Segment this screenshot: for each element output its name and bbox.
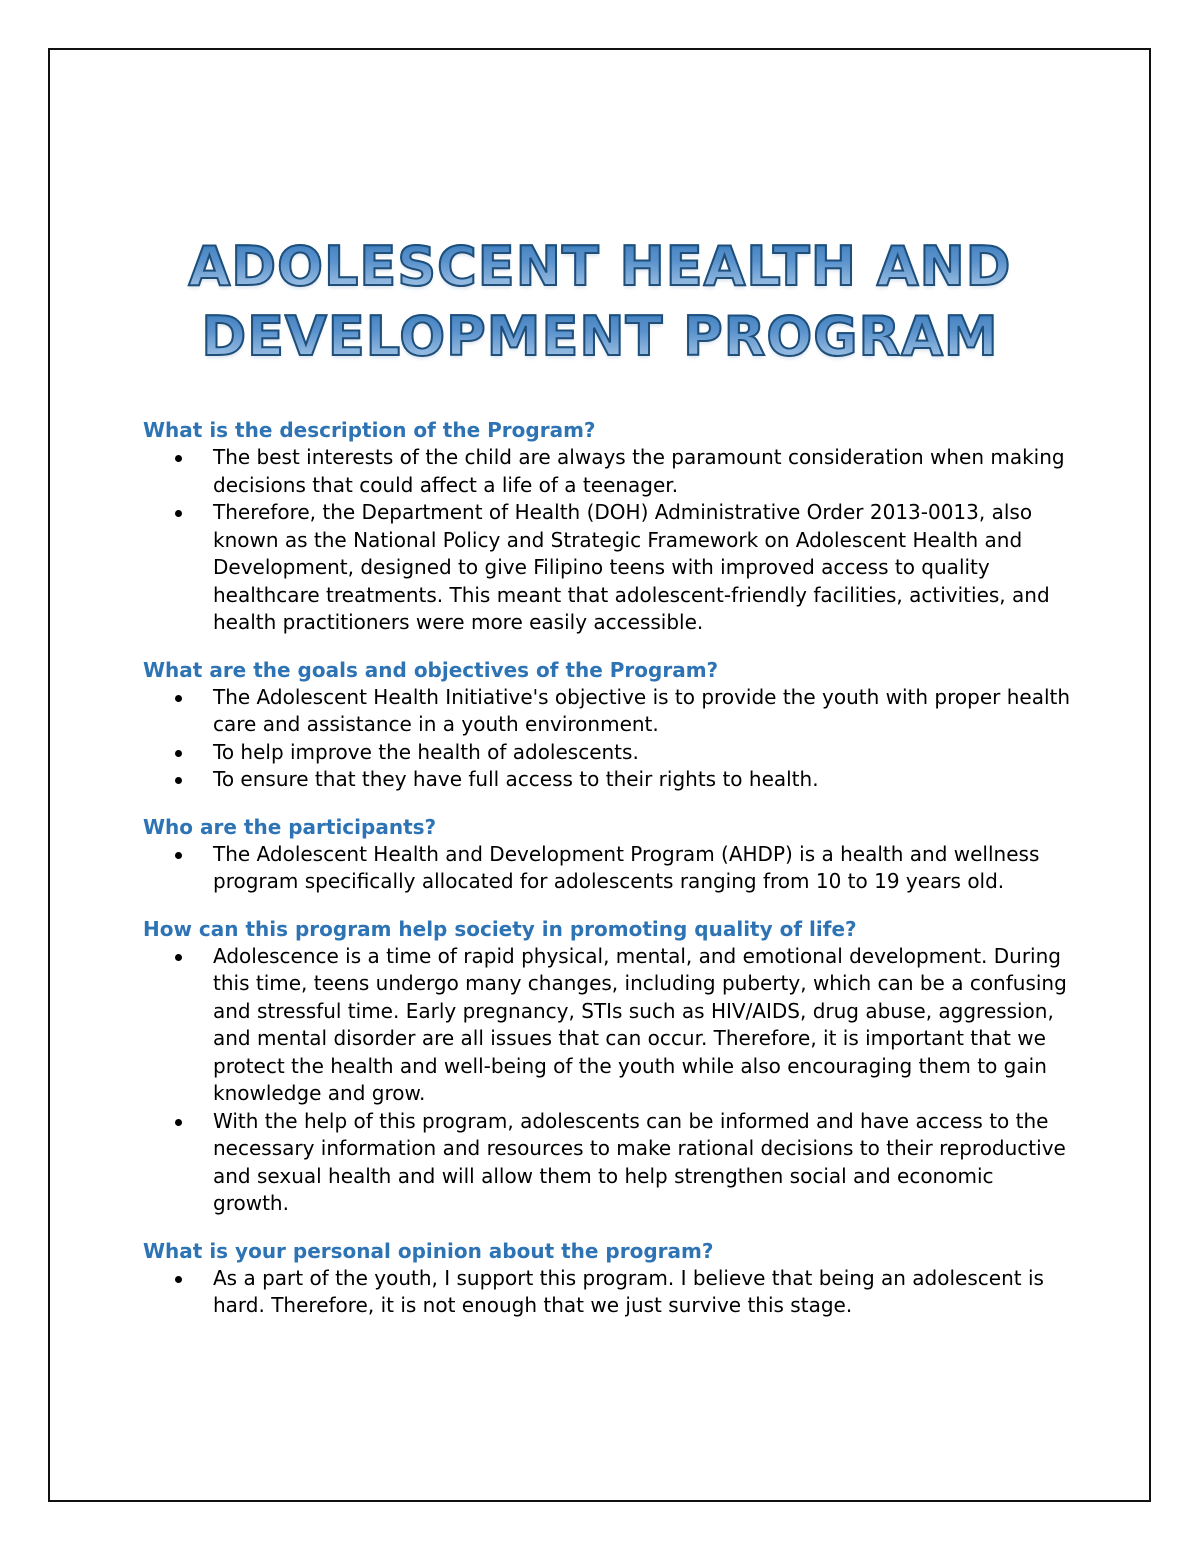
- list-item: [213, 739, 1073, 767]
- answer-list: [143, 444, 1073, 637]
- answer-list: [143, 684, 1073, 794]
- list-item-text: Therefore, the Department of Health (DOH) Administrative Order 2013-0013, also known as the National Policy and Strategic Framework on Adolescent Health and Development, designed to give Filipino teens with improved access to quality healthcare treatments. This meant that adolescent-friendly facilities, activities, and health practitioners were more easily accessible.: [213, 500, 1050, 634]
- section-participants: [143, 813, 1073, 896]
- list-item: [213, 1265, 1073, 1320]
- section-description: [143, 416, 1073, 637]
- bullet-icon: [175, 1119, 182, 1126]
- list-item: [213, 499, 1073, 637]
- answer-list: [143, 943, 1073, 1218]
- bullet-icon: [175, 750, 182, 757]
- list-item-text: The Adolescent Health Initiative's objective is to provide the youth with proper health care and assistance in a youth environment.: [213, 684, 1071, 736]
- list-item: [213, 766, 1073, 794]
- bullet-icon: [175, 777, 182, 784]
- list-item-text: To help improve the health of adolescents.: [213, 739, 639, 764]
- bullet-icon: [175, 954, 182, 961]
- section-heading: How can this program help society in promoting quality of life?: [143, 916, 857, 941]
- list-item-text: The best interests of the child are always the paramount consideration when making decisions that could affect a life of a teenager.: [213, 445, 1065, 497]
- section-heading: Who are the participants?: [143, 814, 437, 839]
- bullet-icon: [175, 510, 182, 517]
- list-item: [213, 943, 1073, 1108]
- list-item-text: To ensure that they have full access to their rights to health.: [213, 767, 819, 791]
- document-title: [0, 232, 1200, 372]
- list-item: [213, 684, 1073, 739]
- section-society: [143, 915, 1073, 1218]
- bullet-icon: [175, 455, 182, 462]
- document-body: [143, 416, 1073, 1339]
- answer-list: [143, 1265, 1073, 1320]
- bullet-icon: [175, 695, 182, 702]
- section-heading: What is the description of the Program?: [143, 418, 596, 442]
- list-item-text: Adolescence is a time of rapid physical, mental, and emotional development. During this time, teens undergo many changes, including puberty, which can be a confusing and stressful time. Early pregnancy, STIs such as HIV/AIDS, drug abuse, aggression, and mental disorder are all issues that can occur. Therefore, it is important that we protect the health and well-being of the youth while also encouraging them to gain knowledge and grow.: [213, 943, 1067, 1105]
- list-item: [213, 841, 1073, 896]
- answer-list: [143, 841, 1073, 896]
- title-line-2: DEVELOPMENT PROGRAM: [0, 302, 1200, 372]
- section-opinion: [143, 1237, 1073, 1320]
- bullet-icon: [175, 852, 182, 859]
- list-item: [213, 444, 1073, 499]
- section-heading: What are the goals and objectives of the Program?: [143, 657, 719, 682]
- bullet-icon: [175, 1276, 182, 1283]
- list-item-text: The Adolescent Health and Development Program (AHDP) is a health and wellness program specifically allocated for adolescents ranging from 10 to 19 years old.: [213, 841, 1040, 893]
- list-item-text: As a part of the youth, I support this program. I believe that being an adolescent is hard. Therefore, it is not enough that we just survive this stage.: [213, 1265, 1044, 1317]
- title-line-1: ADOLESCENT HEALTH AND: [0, 232, 1200, 302]
- list-item: [213, 1108, 1073, 1218]
- section-goals: [143, 656, 1073, 794]
- section-heading: What is your personal opinion about the program?: [143, 1238, 714, 1263]
- list-item-text: With the help of this program, adolescents can be informed and have access to the necessary information and resources to make rational decisions to their reproductive and sexual health and will allow them to help strengthen social and economic growth.: [213, 1108, 1066, 1215]
